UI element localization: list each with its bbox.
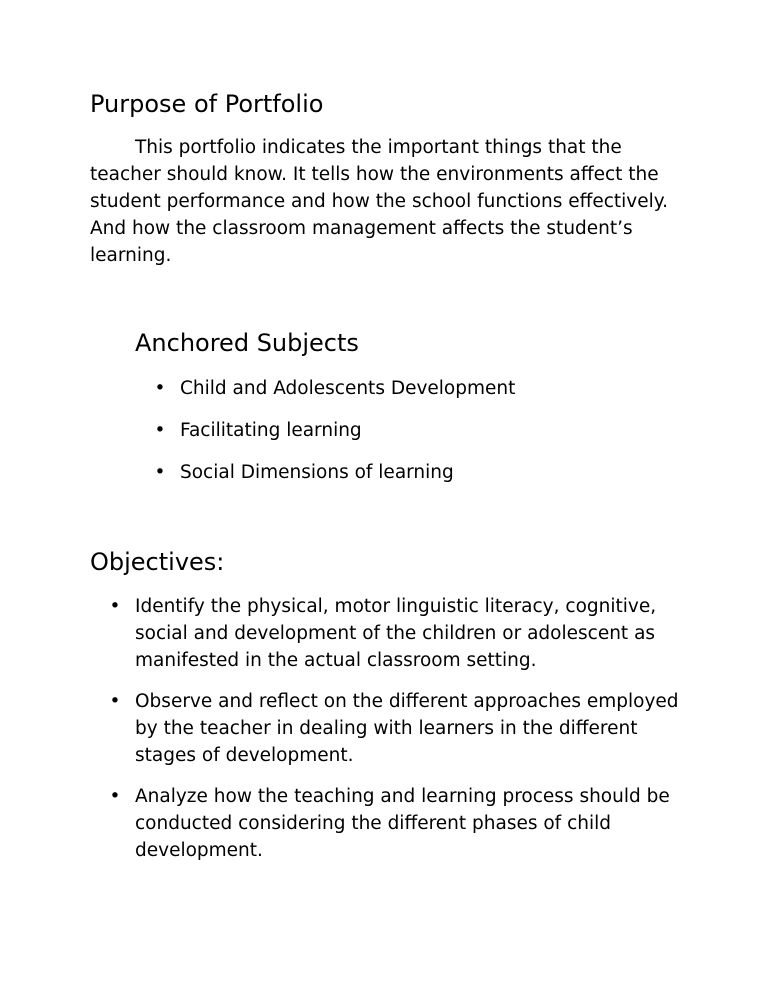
objective-text: Analyze how the teaching and learning process should be conducted considering the different phases of child development. [135, 786, 670, 861]
objective-text: Identify the physical, motor linguistic literacy, cognitive, social and development of the children or adolescent as manifested in the actual classroom setting. [135, 596, 657, 671]
anchored-subject-text: Facilitating learning [180, 420, 362, 441]
list-item [154, 417, 700, 444]
bullet-icon: • [154, 420, 166, 441]
anchored-subject-text: Social Dimensions of learning [180, 462, 454, 483]
purpose-heading: Purpose of Portfolio [90, 90, 324, 118]
bullet-icon: • [109, 786, 121, 807]
list-item [154, 375, 700, 402]
objectives-heading: Objectives: [90, 548, 225, 576]
bullet-icon: • [109, 596, 121, 617]
objective-text: Observe and reflect on the different approaches employed by the teacher in dealing with learners in the different stages of development. [135, 691, 679, 766]
purpose-paragraph [90, 134, 690, 269]
list-item [154, 459, 700, 486]
purpose-text: This portfolio indicates the important things that the teacher should know. It tells how the environments affect the student performance and how the school functions effectively. And how the classroom management affects the student’s learning. [90, 137, 668, 266]
objectives-list [109, 593, 695, 878]
bullet-icon: • [109, 691, 121, 712]
bullet-icon: • [154, 378, 166, 399]
bullet-icon: • [154, 462, 166, 483]
anchored-subjects-heading: Anchored Subjects [135, 329, 359, 357]
list-item [109, 593, 695, 674]
list-item [109, 688, 695, 769]
list-item [109, 783, 695, 864]
anchored-subject-text: Child and Adolescents Development [180, 378, 516, 399]
anchored-subjects-list [154, 375, 700, 501]
